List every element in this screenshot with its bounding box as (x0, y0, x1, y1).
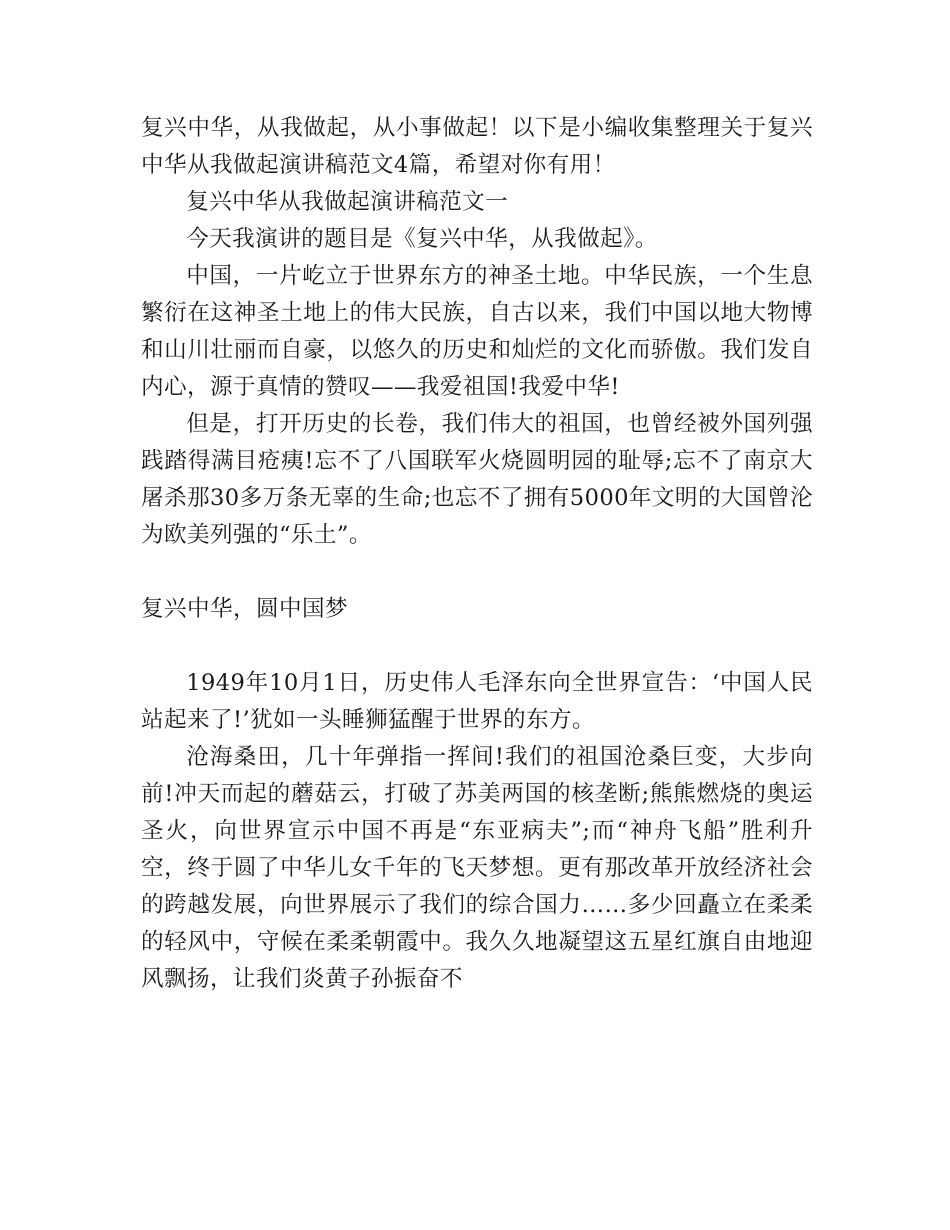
intro-paragraph: 复兴中华，从我做起，从小事做起！以下是小编收集整理关于复兴中华从我做起演讲稿范文4篇，希望对你有用！ (141, 115, 813, 178)
topic-line: 今天我演讲的题目是《复兴中华，从我做起》。 (186, 226, 658, 252)
body-paragraph-3: 1949年10月1日，历史伟人毛泽东向全世界宣告：‘中国人民站起来了!’犹如一头睡狮猛醒于世界的东方。 (141, 670, 813, 733)
body-paragraph-2: 但是，打开历史的长卷，我们伟大的祖国，也曾经被外国列强践踏得满目疮痍!忘不了八国联军火烧圆明园的耻辱;忘不了南京大屠杀那30多万条无辜的生命;也忘不了拥有5000年文明的大国曾沦为欧美列强的“乐土”。 (141, 411, 813, 548)
body-paragraph-4: 沧海桑田，几十年弹指一挥间!我们的祖国沧桑巨变，大步向前!冲天而起的蘑菇云，打破了苏美两国的核垄断;熊熊燃烧的奥运圣火，向世界宣示中国不再是“东亚病夫”;而“神舟飞船”胜利升空，终于圆了中华儿女千年的飞天梦想。更有那改革开放经济社会的跨越发展，向世界展示了我们的综合国力……多少回矗立在柔柔的轻风中，守候在柔柔朝霞中。我久久地凝望这五星红旗自由地迎风飘扬，让我们炎黄子孙振奋不 (141, 744, 813, 992)
document-body (141, 110, 813, 998)
section-heading: 复兴中华，圆中国梦 (141, 596, 348, 622)
article-title: 复兴中华从我做起演讲稿范文一 (186, 189, 509, 215)
body-paragraph-1: 中国，一片屹立于世界东方的神圣土地。中华民族，一个生息繁衍在这神圣土地上的伟大民族，自古以来，我们中国以地大物博和山川壮丽而自豪，以悠久的历史和灿烂的文化而骄傲。我们发自内心，源于真情的赞叹——我爱祖国!我爱中华! (141, 263, 813, 400)
